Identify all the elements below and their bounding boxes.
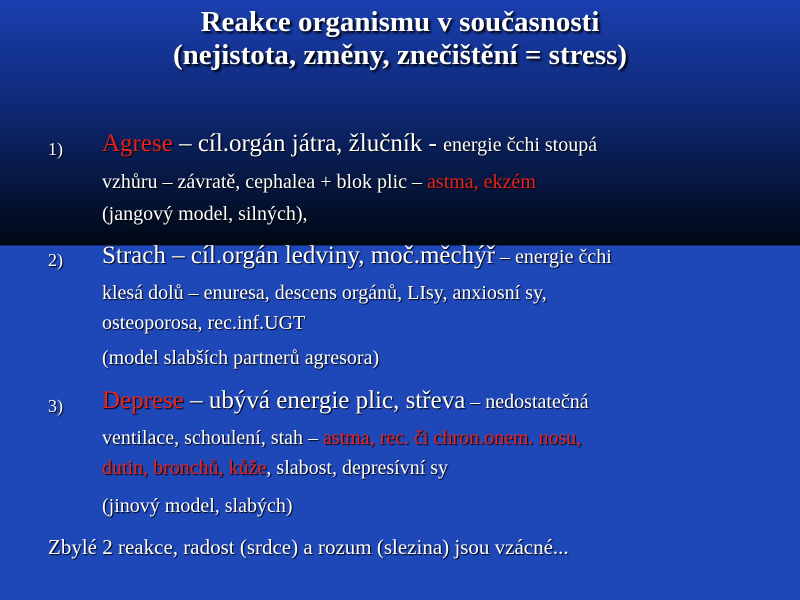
item-1-heading: – cíl.orgán játra, žlučník - [172,130,444,157]
item-3-keyword: Deprese [102,387,184,414]
item-2-text-3: osteoporosa, rec.inf.UGT [102,312,306,334]
item-2-line-1 [102,242,612,270]
item-3-line-1 [102,387,589,415]
title-line-2: (nejistota, změny, znečištění = stress) [172,39,628,71]
item-1-line-2 [102,171,536,194]
item-3-heading: – ubývá energie plic, střeva [183,387,466,414]
item-3-text-4: (jinový model, slabých) [102,495,293,517]
item-1-keyword: Agrese [102,130,173,157]
item-3-number: 3) [48,396,63,416]
item-1-heading-tail: energie čchi stoupá [443,134,598,156]
item-2-text-2: klesá dolů – enuresa, descens orgánů, LIsy, anxiosní sy, [102,282,547,304]
item-1-line-3 [102,203,308,226]
item-3-red-2: astma, rec. či chron.onem. nosu, [323,427,582,449]
item-2-line-4 [102,347,379,370]
item-3-text-3: , slabost, depresívní sy [266,457,449,479]
item-3-heading-tail: – nedostatečná [465,391,589,413]
item-1-line-1 [102,130,597,158]
footer-text: Zbylé 2 reakce, radost (srdce) a rozum (slezina) jsou vzácné... [48,535,569,559]
item-1-text-2: vzhůru – závratě, cephalea + blok plic – [102,171,428,193]
item-3-line-2 [102,427,581,450]
item-1-number: 1) [48,139,63,159]
item-2-number: 2) [48,250,63,270]
item-3-line-4 [102,495,293,518]
item-2-heading: Strach – cíl.orgán ledviny, moč.měchýř [102,242,495,269]
item-3-text-2: ventilace, schoulení, stah – [102,427,324,449]
item-2-heading-tail: – energie čchi [494,246,612,268]
item-2-line-3 [102,312,305,335]
item-2-line-2 [102,282,547,305]
title-line-1: Reakce organismu v současnosti [200,6,600,38]
item-3-red-3: dutin, bronchů, kůže [102,457,267,479]
item-2-text-4: (model slabších partnerů agresora) [102,347,380,369]
item-1-text-3: (jangový model, silných), [102,203,308,225]
item-1-red-2: astma, ekzém [427,171,536,193]
item-3-line-3 [102,457,448,480]
